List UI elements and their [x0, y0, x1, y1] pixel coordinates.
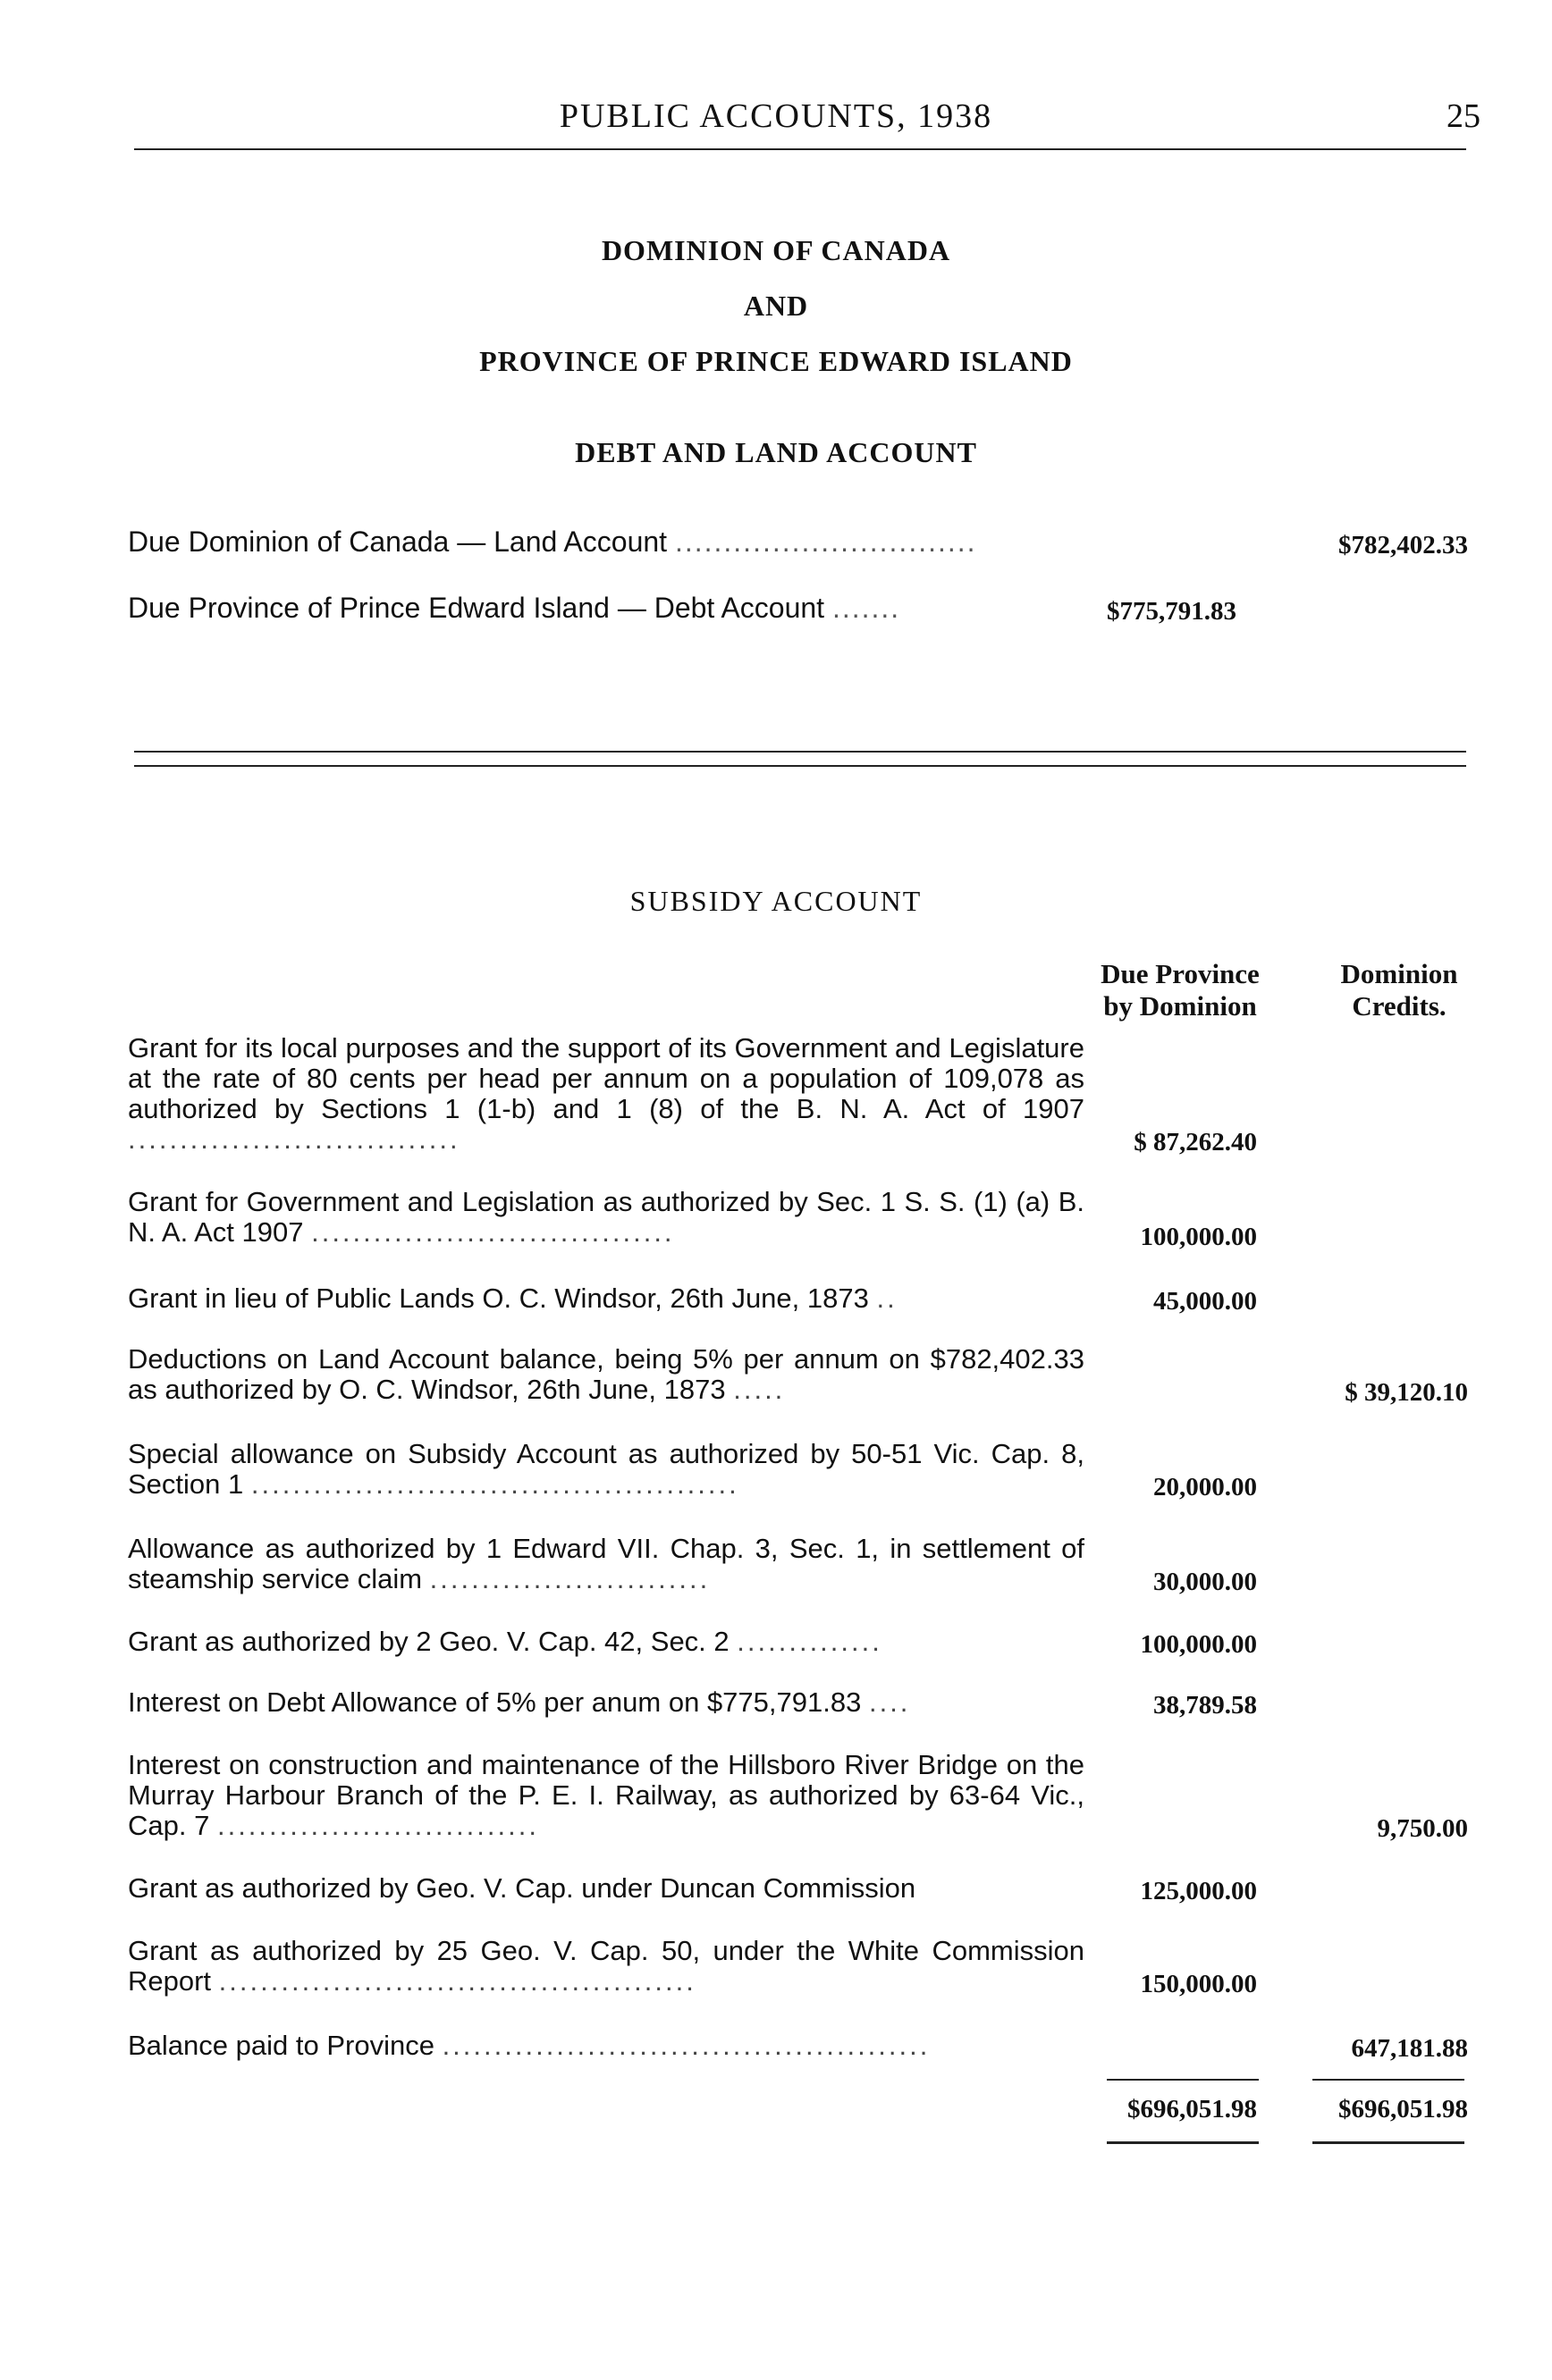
subsidy-row-3-text: Grant in lieu of Public Lands O. C. Windsor, 26th June, 1873 [128, 1283, 869, 1314]
subsidy-row-3-leader: .. [876, 1283, 898, 1314]
subsidy-row-8-leader: .... [868, 1686, 911, 1718]
title-line-3: PROVINCE OF PRINCE EDWARD ISLAND [479, 345, 1073, 377]
subsidy-heading: SUBSIDY ACCOUNT [629, 885, 923, 917]
column-head-due-province-line-1: Due Province [1101, 958, 1260, 989]
debt-land-row-2-text: Due Province of Prince Edward Island — Debt Account [128, 592, 825, 624]
subsidy-row-5-due-province: 20,000.00 [1153, 1473, 1257, 1501]
subsidy-row-6-text: Allowance as authorized by 1 Edward VII. Chap. 3, Sec. 1, in settlement of steamship service claim [128, 1533, 1084, 1594]
subsidy-row-9 [128, 1750, 1084, 1841]
subsidy-row-8 [128, 1687, 1084, 1718]
debt-land-row-2-leader: ....... [831, 592, 901, 624]
subsidy-row-12 [128, 2031, 1084, 2061]
subsidy-row-6-due-province: 30,000.00 [1153, 1568, 1257, 1596]
subsidy-row-2-text: Grant for Government and Legislation as authorized by Sec. 1 S. S. (1) (a) B. N. A. Act 1907 [128, 1186, 1084, 1248]
debt-land-row-1-label [128, 526, 977, 559]
subsidy-row-1-due-province: $ 87,262.40 [1134, 1128, 1257, 1156]
total-rule-dominion [1312, 2141, 1464, 2144]
subsidy-row-3-due-province: 45,000.00 [1153, 1287, 1257, 1316]
debt-land-row-1-text: Due Dominion of Canada — Land Account [128, 526, 668, 558]
subsidy-row-12-leader: ............................................... [442, 2030, 931, 2061]
subsidy-row-4-text: Deductions on Land Account balance, being 5% per annum on $782,402.33 as authorized by O. C. Windsor, 26th June, 1873 [128, 1343, 1084, 1405]
debt-land-row-1-leader: ............................... [674, 526, 977, 558]
column-head-dominion-line-1: Dominion [1340, 958, 1458, 989]
subsidy-row-11-due-province: 150,000.00 [1140, 1970, 1257, 1998]
running-head [0, 97, 1552, 141]
subsidy-row-10-due-province: 125,000.00 [1140, 1877, 1257, 1905]
debt-land-row-1-dominion: $782,402.33 [1338, 531, 1468, 559]
subsidy-row-1-leader: ................................ [128, 1123, 460, 1155]
sum-rule-due-province [1107, 2079, 1259, 2081]
title-line-2: AND [743, 290, 809, 322]
subsidy-row-7 [128, 1627, 1084, 1657]
column-head-dominion [1296, 958, 1502, 1022]
subsidy-row-1 [128, 1033, 1084, 1155]
subsidy-row-2-due-province: 100,000.00 [1140, 1223, 1257, 1251]
debt-land-heading: DEBT AND LAND ACCOUNT [575, 436, 977, 468]
column-head-dominion-line-2: Credits. [1352, 990, 1447, 1022]
sum-rule-dominion [1312, 2079, 1464, 2081]
column-head-due-province [1073, 958, 1287, 1022]
subsidy-row-11 [128, 1936, 1084, 1997]
subsidy-row-11-leader: .............................................. [218, 1965, 696, 1997]
subsidy-row-4 [128, 1344, 1084, 1405]
subsidy-row-8-due-province: 38,789.58 [1153, 1691, 1257, 1720]
subsidy-row-3 [128, 1283, 1084, 1314]
subsidy-row-7-leader: .............. [737, 1626, 882, 1657]
subsidy-row-2-leader: ................................... [311, 1216, 675, 1248]
running-title: PUBLIC ACCOUNTS, 1938 [559, 97, 993, 135]
subsidy-row-4-dominion: $ 39,120.10 [1345, 1378, 1468, 1407]
column-head-due-province-line-2: by Dominion [1103, 990, 1257, 1022]
subsidy-row-4-leader: ..... [733, 1374, 786, 1405]
debt-land-row-2-due-province: $775,791.83 [1107, 597, 1236, 626]
total-due-province: $696,051.98 [1127, 2095, 1257, 2123]
header-rule [134, 148, 1466, 150]
subsidy-row-10-text: Grant as authorized by Geo. V. Cap. under Duncan Commission [128, 1872, 916, 1904]
subsidy-row-12-text: Balance paid to Province [128, 2030, 434, 2061]
title-line-1: DOMINION OF CANADA [601, 234, 951, 266]
section-rule-bottom [134, 765, 1466, 767]
subsidy-row-1-text: Grant for its local purposes and the support of its Government and Legislature at the rate of 80 cents per head per annum on a population of 109,078 as authorized by Sections 1 (1-b) and 1 (8) of the B. N. A. Act of 1907 [128, 1032, 1084, 1124]
subsidy-row-6 [128, 1534, 1084, 1594]
subsidy-row-6-leader: ........................... [429, 1563, 711, 1594]
subsidy-row-5 [128, 1439, 1084, 1500]
subsidy-row-10 [128, 1873, 1084, 1904]
subsidy-row-7-due-province: 100,000.00 [1140, 1630, 1257, 1659]
total-rule-due-province [1107, 2141, 1259, 2144]
subsidy-row-12-dominion: 647,181.88 [1351, 2034, 1468, 2063]
debt-land-row-2-label [128, 592, 900, 625]
subsidy-row-9-text: Interest on construction and maintenance of the Hillsboro River Bridge on the Murray Harbour Branch of the P. E. I. Railway, as authorized by 63-64 Vic., Cap. 7 [128, 1749, 1084, 1841]
subsidy-row-2 [128, 1187, 1084, 1248]
subsidy-row-5-text: Special allowance on Subsidy Account as authorized by 50-51 Vic. Cap. 8, Section 1 [128, 1438, 1084, 1500]
subsidy-row-5-leader: ............................................... [250, 1468, 739, 1500]
section-rule-top [134, 751, 1466, 753]
subsidy-row-7-text: Grant as authorized by 2 Geo. V. Cap. 42, Sec. 2 [128, 1626, 730, 1657]
total-dominion: $696,051.98 [1338, 2095, 1468, 2123]
subsidy-row-9-dominion: 9,750.00 [1377, 1814, 1468, 1843]
subsidy-row-8-text: Interest on Debt Allowance of 5% per anum on $775,791.83 [128, 1686, 862, 1718]
page-number: 25 [1447, 97, 1480, 135]
subsidy-row-9-leader: ............................... [216, 1810, 539, 1841]
subsidy-row-11-text: Grant as authorized by 25 Geo. V. Cap. 50, under the White Commission Report [128, 1935, 1084, 1997]
